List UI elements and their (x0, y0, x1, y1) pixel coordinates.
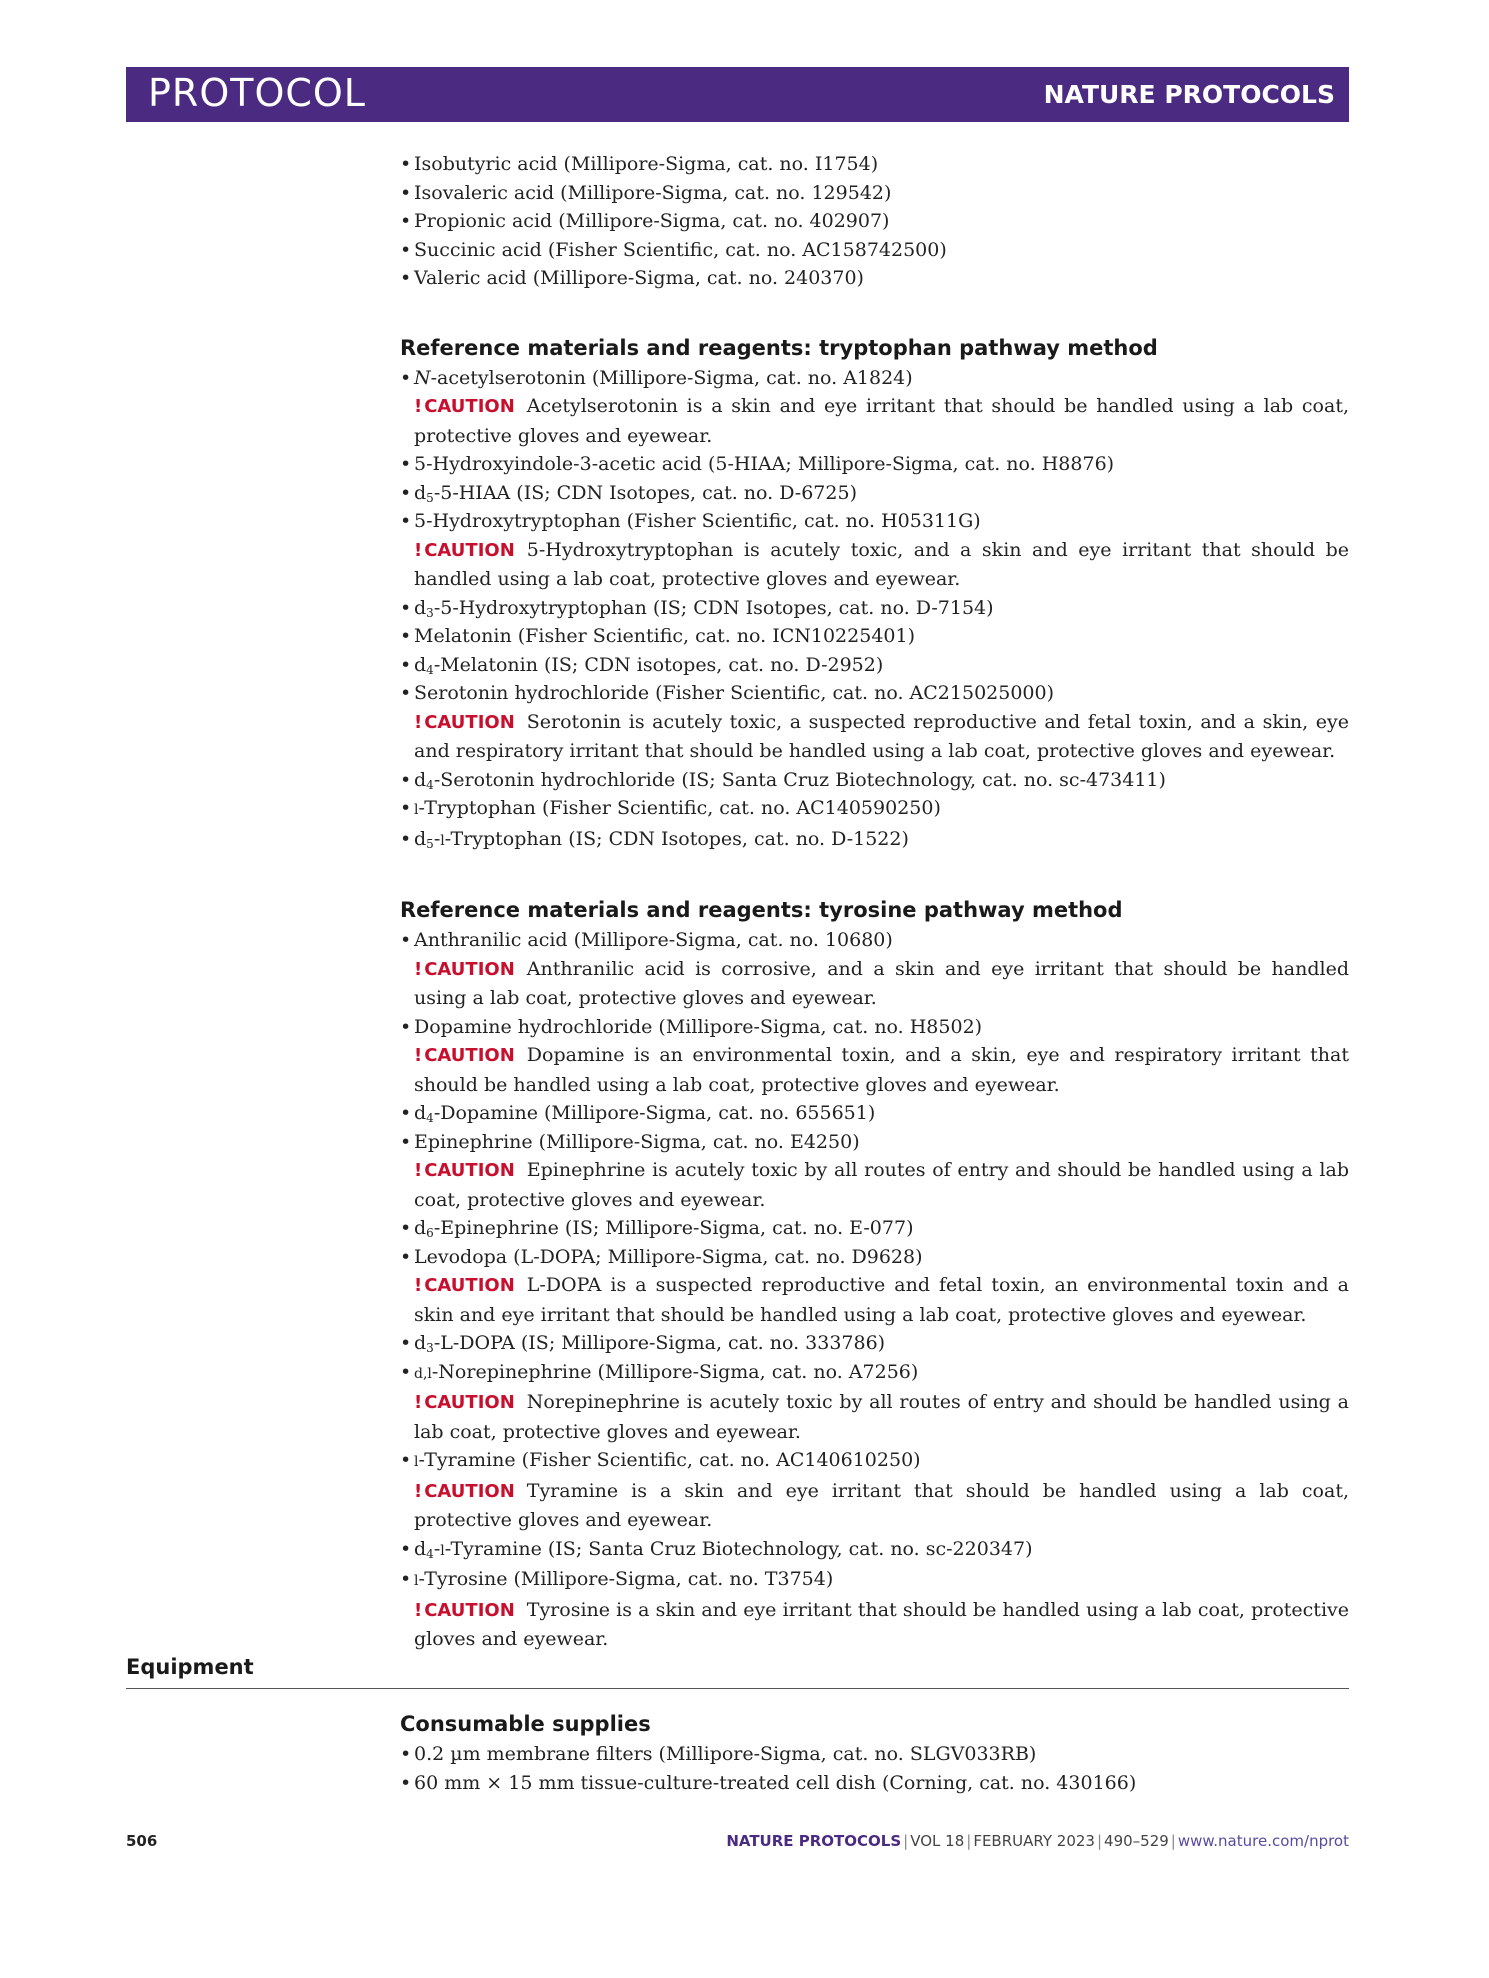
caution-label: ! CAUTION (414, 539, 515, 561)
caution-label: ! CAUTION (414, 1045, 515, 1066)
caution-label: ! CAUTION (414, 1392, 515, 1413)
list-item: • $d_4-l$-Tyramine (IS; Santa Cruz Biotechnology, cat. no. sc-220347) (400, 1537, 1033, 1561)
list-item: • Anthranilic acid (Millipore-Sigma, cat. no. 10680) (400, 929, 893, 951)
list-item: • 5-Hydroxyindole-3-acetic acid (5-HIAA; Millipore-Sigma, cat. no. H8876) (400, 453, 1115, 475)
footer-date: FEBRUARY 2023 (973, 1832, 1095, 1850)
section-divider (126, 1688, 1349, 1689)
list-item: • $d_5-l$-Tryptophan (IS; CDN Isotopes, cat. no. D-1522) (400, 827, 909, 851)
list-item: • Epinephrine (Millipore-Sigma, cat. no. E4250) (400, 1130, 860, 1153)
caution-note: ! CAUTION 5-Hydroxytryptophan is acutely toxic, and a skin and eye irritant that should be handled using a lab coat, protective gloves and eyewear. (414, 538, 1349, 590)
list-item: • $d_4$-Serotonin hydrochloride (IS; Santa Cruz Biotechnology, cat. no. sc-473411) (400, 768, 1166, 792)
list-item: • Isovaleric acid (Millipore-Sigma, cat. no. 129542) (400, 181, 892, 204)
list-item: • l-Tyramine (Fisher Scientific, cat. no. AC140610250) (400, 1449, 921, 1471)
article-type: PROTOCOL (148, 71, 366, 115)
header-bar (126, 67, 1349, 122)
list-item: • Valeric acid (Millipore-Sigma, cat. no. 240370) (400, 267, 864, 289)
section-heading: Reference materials and reagents: tyrosine pathway method (400, 898, 1123, 922)
caution-label: ! CAUTION (414, 958, 515, 980)
footer-pages: 490–529 (1104, 1832, 1169, 1850)
tryptophan-section (400, 334, 1349, 856)
caution-note: ! CAUTION Dopamine is an environmental toxin, and a skin, eye and respiratory irritant that should be handled using a lab coat, protective gloves and eyewear. (414, 1044, 1349, 1096)
list-item: • Levodopa (L-DOPA; Millipore-Sigma, cat. no. D9628) (400, 1245, 923, 1268)
list-item: • l-Tyrosine (Millipore-Sigma, cat. no. T3754) (400, 1568, 834, 1590)
page-footer (126, 1832, 1349, 1856)
footer-volume: VOL 18 (910, 1832, 965, 1850)
journal-link[interactable]: www.nature.com/nprot (1177, 1832, 1349, 1850)
list-item: • $d_3-5$-Hydroxytryptophan (IS; CDN Isotopes, cat. no. D-7154) (400, 596, 994, 620)
list-item: • $d_3-L$-DOPA (IS; Millipore-Sigma, cat. no. 333786) (400, 1332, 886, 1355)
caution-note: ! CAUTION Acetylserotonin is a skin and eye irritant that should be handled using a lab coat, protective gloves and eyewear. (414, 395, 1349, 447)
caution-note: ! CAUTION Epinephrine is acutely toxic by all routes of entry and should be handled using a lab coat, protective gloves and eyewear. (414, 1159, 1349, 1211)
list-item: • $d_5-5$-HIAA (IS; CDN Isotopes, cat. no. D-6725) (400, 481, 857, 505)
caution-note: ! CAUTION L-DOPA is a suspected reproductive and fetal toxin, an environmental toxin and a skin and eye irritant that should be handled using a lab coat, protective gloves and eyewear. (414, 1274, 1349, 1326)
list-item: • $d_4$-Melatonin (IS; CDN isotopes, cat. no. D-2952) (400, 653, 884, 677)
acids-list (400, 150, 1349, 293)
caution-label: ! CAUTION (414, 1275, 515, 1296)
list-item: • $d_4$-Dopamine (Millipore-Sigma, cat. no. 655651) (400, 1102, 876, 1125)
list-item: • $d_6$-Epinephrine (IS; Millipore-Sigma, cat. no. E-077) (400, 1217, 914, 1240)
caution-note: ! CAUTION Serotonin is acutely toxic, a suspected reproductive and fetal toxin, and a skin, eye and respiratory irritant that should be handled using a lab coat, protective gloves and eyewear. (414, 710, 1349, 762)
section-heading: Consumable supplies (400, 1712, 651, 1736)
equipment-content (400, 1710, 1349, 1797)
list-item: • 60 mm × 15 mm tissue-culture-treated cell dish (Corning, cat. no. 430166) (400, 1771, 1137, 1794)
list-item: • 0.2 µm membrane filters (Millipore-Sigma, cat. no. SLGV033RB) (400, 1743, 1037, 1765)
section-heading: Reference materials and reagents: tryptophan pathway method (400, 335, 1158, 360)
footer-journal: NATURE PROTOCOLS (726, 1832, 902, 1850)
tyrosine-section (400, 896, 1349, 1654)
list-item: • Isobutyric acid (Millipore-Sigma, cat. no. I1754) (400, 153, 879, 175)
citation: NATURE PROTOCOLS | VOL 18 | FEBRUARY 2023 | 490–529 | www.nature.com/nprot (726, 1832, 1349, 1850)
list-item: • Propionic acid (Millipore-Sigma, cat. no. 402907) (400, 210, 890, 232)
list-item: • l-Tryptophan (Fisher Scientific, cat. no. AC140590250) (400, 797, 941, 819)
caution-note: ! CAUTION Anthranilic acid is corrosive, and a skin and eye irritant that should be handled using a lab coat, protective gloves and eyewear. (414, 957, 1349, 1009)
equipment-heading: Equipment (126, 1655, 254, 1679)
caution-label: ! CAUTION (414, 1160, 515, 1181)
list-item: • Melatonin (Fisher Scientific, cat. no. ICN10225401) (400, 625, 916, 647)
caution-note: ! CAUTION Norepinephrine is acutely toxic by all routes of entry and should be handled using a lab coat, protective gloves and eyewear. (414, 1391, 1349, 1443)
caution-label: ! CAUTION (414, 1599, 515, 1621)
journal-name: NATURE PROTOCOLS (1043, 80, 1335, 109)
main-content (400, 150, 1349, 1695)
caution-label: ! CAUTION (414, 396, 515, 417)
list-item: • d,l-Norepinephrine (Millipore-Sigma, cat. no. A7256) (400, 1360, 919, 1383)
list-item: • Succinic acid (Fisher Scientific, cat. no. AC158742500) (400, 238, 947, 261)
caution-note: ! CAUTION Tyramine is a skin and eye irritant that should be handled using a lab coat, protective gloves and eyewear. (414, 1479, 1349, 1531)
caution-label: ! CAUTION (414, 711, 515, 733)
caution-label: ! CAUTION (414, 1480, 515, 1502)
list-item: • Serotonin hydrochloride (Fisher Scientific, cat. no. AC215025000) (400, 682, 1055, 704)
list-item: • N-acetylserotonin (Millipore-Sigma, cat. no. A1824) (400, 366, 913, 389)
page-number: 506 (126, 1832, 158, 1850)
list-item: • Dopamine hydrochloride (Millipore-Sigma, cat. no. H8502) (400, 1015, 983, 1038)
list-item: • 5-Hydroxytryptophan (Fisher Scientific, cat. no. H05311G) (400, 510, 981, 532)
caution-note: ! CAUTION Tyrosine is a skin and eye irritant that should be handled using a lab coat, protective gloves and eyewear. (414, 1598, 1349, 1650)
